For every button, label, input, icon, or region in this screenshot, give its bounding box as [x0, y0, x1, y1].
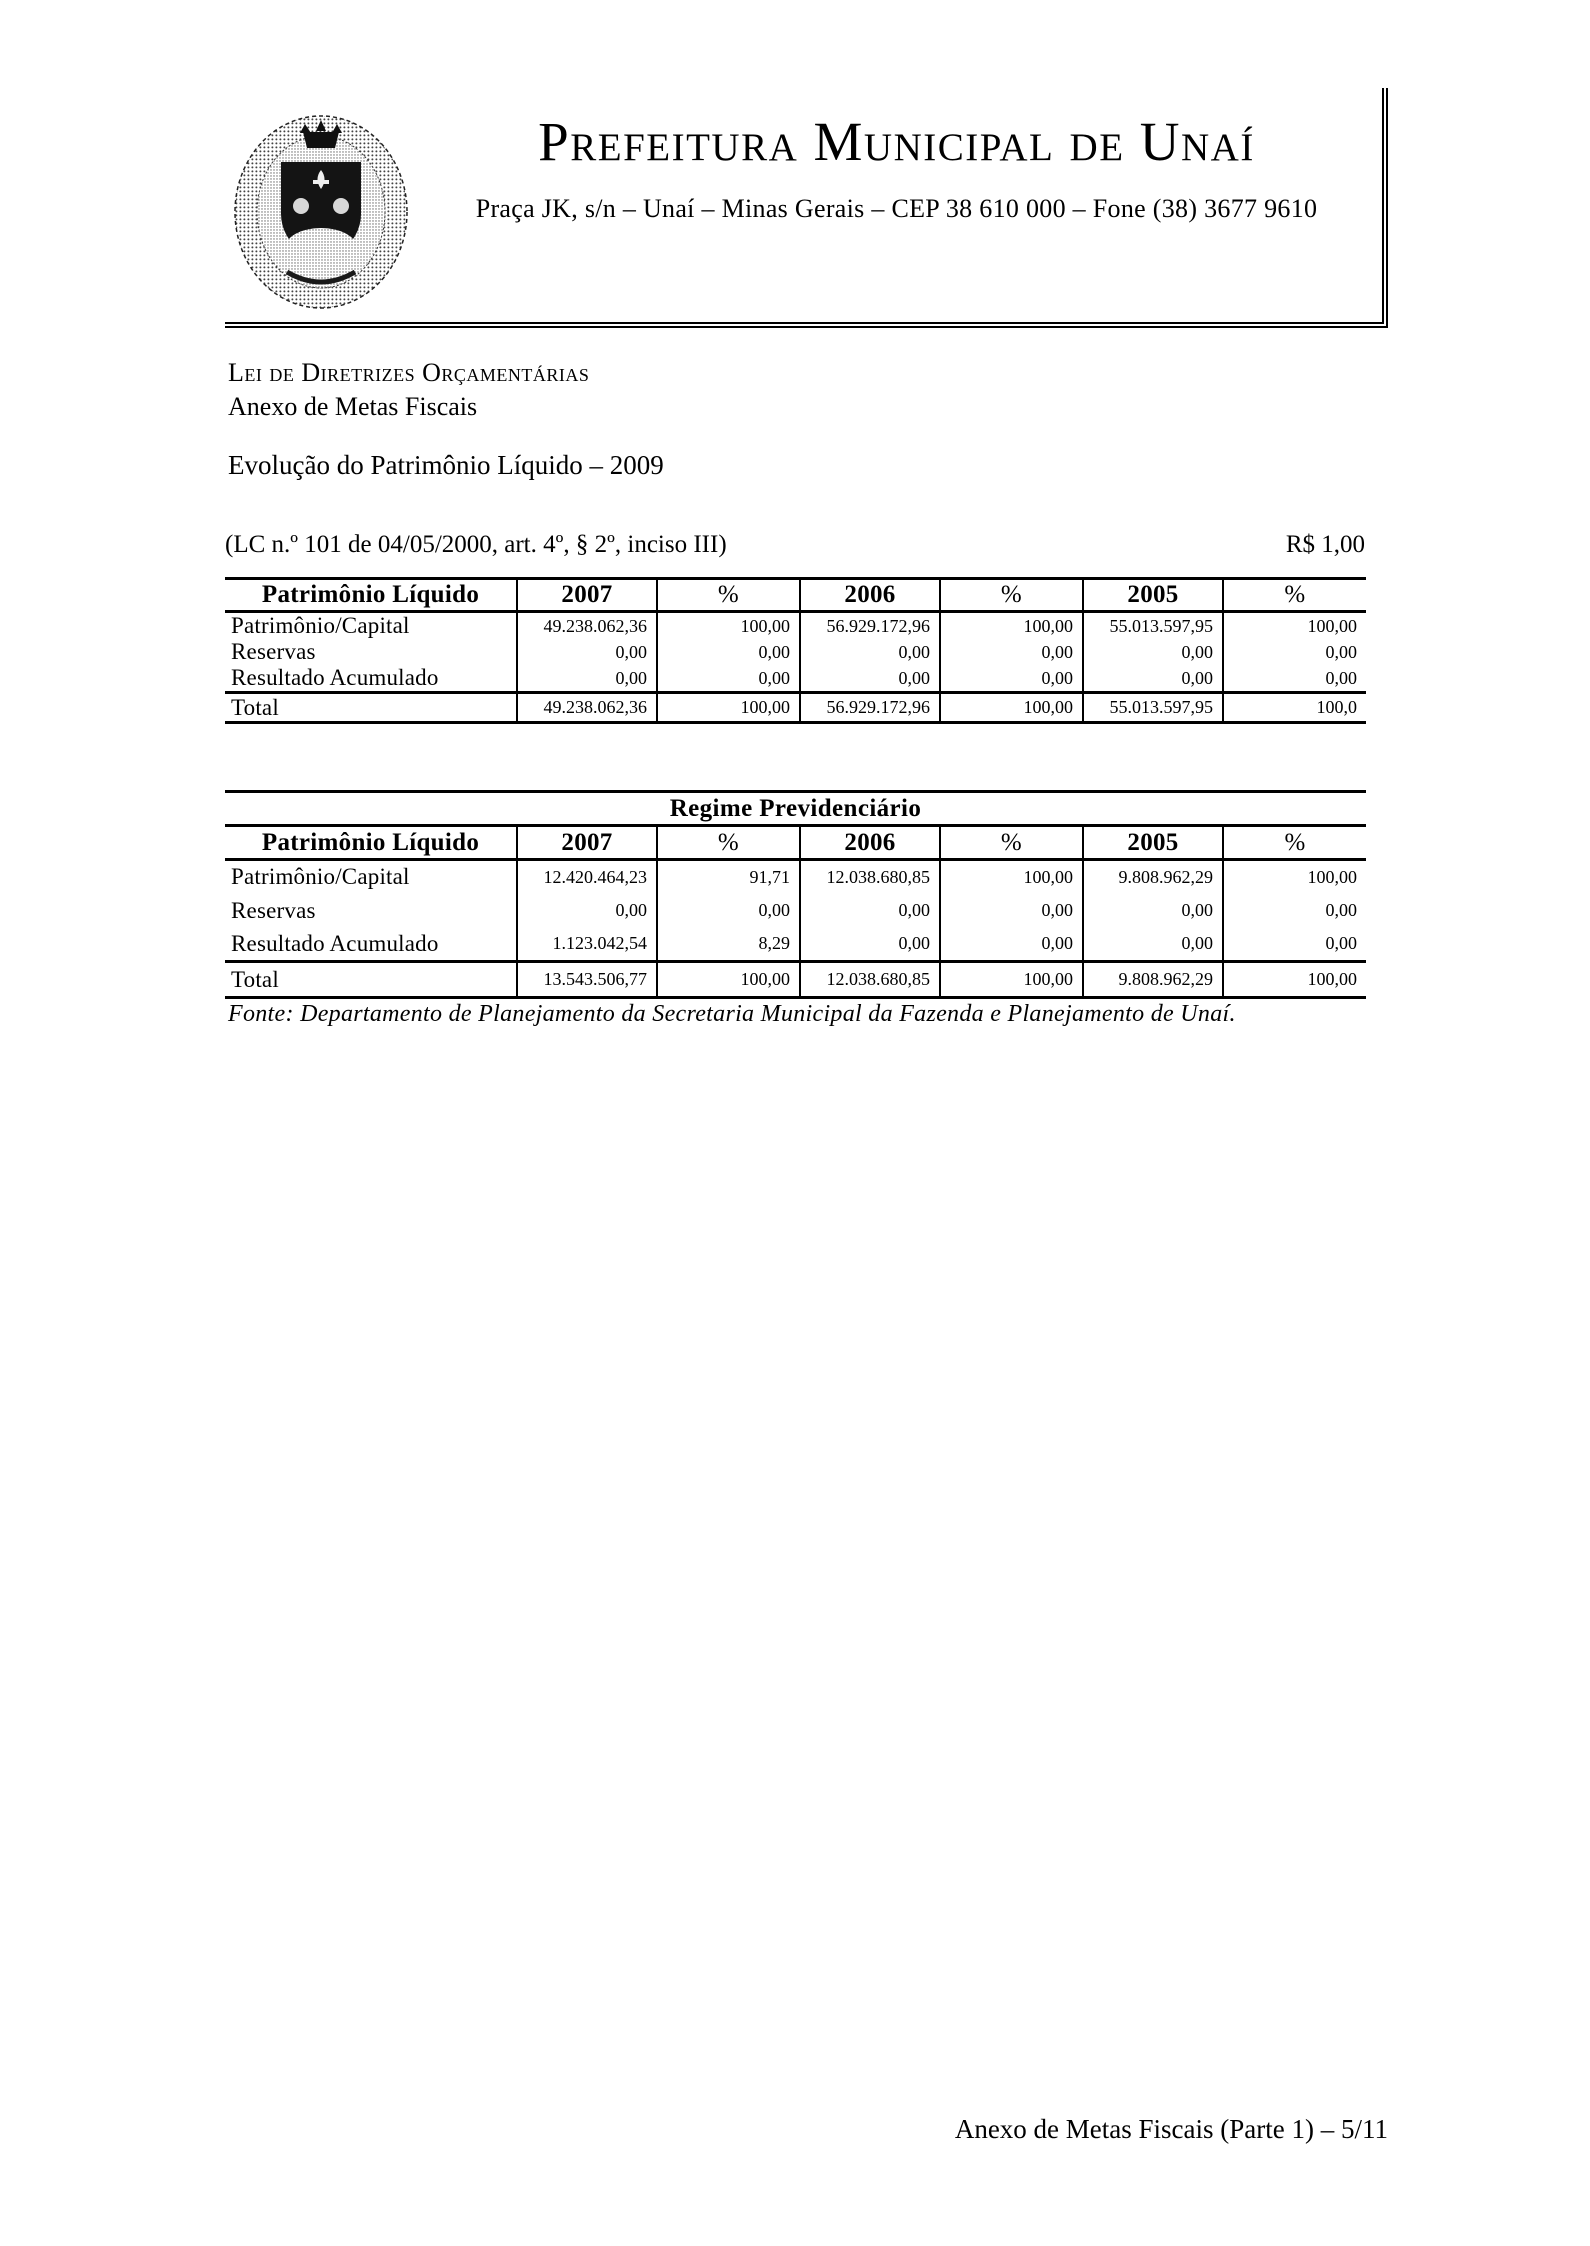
value-cell: 100,00	[657, 962, 800, 998]
source-note: Fonte: Departamento de Planejamento da Secretaria Municipal da Fazenda e Planejamento de Unaí.	[228, 1001, 1236, 1027]
document-law-heading: Lei de Diretrizes Orçamentárias	[228, 358, 590, 387]
value-cell: 0,00	[800, 894, 940, 928]
column-header: %	[657, 579, 800, 612]
value-cell: 49.238.062,36	[517, 693, 657, 723]
value-cell: 0,00	[517, 894, 657, 928]
table-total-row	[225, 962, 1366, 998]
table-row	[225, 928, 1366, 962]
column-header: %	[657, 826, 800, 860]
organization-title: Prefeitura Municipal de Unaí	[538, 111, 1255, 172]
value-cell: 0,00	[1223, 639, 1366, 665]
value-cell: 0,00	[940, 894, 1083, 928]
table-title-row	[225, 792, 1366, 826]
value-cell: 100,0	[1223, 693, 1366, 723]
document-annex-heading: Anexo de Metas Fiscais	[228, 392, 478, 421]
table-row	[225, 612, 1366, 640]
value-cell: 55.013.597,95	[1083, 693, 1223, 723]
value-cell: 91,71	[657, 860, 800, 894]
value-cell: 49.238.062,36	[517, 612, 657, 640]
row-label-cell: Total	[225, 962, 517, 998]
column-header: %	[1223, 579, 1366, 612]
table-total-row	[225, 693, 1366, 723]
column-header: 2007	[517, 826, 657, 860]
value-cell: 56.929.172,96	[800, 693, 940, 723]
column-header: 2005	[1083, 579, 1223, 612]
value-cell: 0,00	[800, 665, 940, 693]
table-row	[225, 860, 1366, 894]
letterhead	[225, 88, 1388, 328]
value-cell: 0,00	[1083, 665, 1223, 693]
value-cell: 100,00	[940, 612, 1083, 640]
column-header: %	[1223, 826, 1366, 860]
value-cell: 100,00	[1223, 612, 1366, 640]
row-label-cell: Total	[225, 693, 517, 723]
currency-unit-note: R$ 1,00	[1285, 531, 1365, 558]
value-cell: 0,00	[940, 665, 1083, 693]
value-cell: 100,00	[1223, 962, 1366, 998]
row-label-cell: Reservas	[231, 897, 316, 923]
column-header: Patrimônio Líquido	[225, 579, 517, 612]
value-cell: 12.038.680,85	[800, 962, 940, 998]
value-cell: 100,00	[657, 612, 800, 640]
table-row	[225, 894, 1366, 928]
value-cell: 0,00	[517, 665, 657, 693]
value-cell: 0,00	[1083, 639, 1223, 665]
column-header: %	[940, 826, 1083, 860]
value-cell: 12.038.680,85	[800, 860, 940, 894]
value-cell: 0,00	[800, 639, 940, 665]
value-cell: 0,00	[800, 928, 940, 962]
value-cell: 9.808.962,29	[1083, 860, 1223, 894]
value-cell: 0,00	[657, 639, 800, 665]
value-cell: 100,00	[1223, 860, 1366, 894]
coat-of-arms-icon	[231, 106, 411, 318]
column-header: 2007	[517, 579, 657, 612]
row-label-cell: Resultado Acumulado	[231, 665, 439, 690]
value-cell: 55.013.597,95	[1083, 612, 1223, 640]
value-cell: 12.420.464,23	[517, 860, 657, 894]
value-cell: 100,00	[940, 860, 1083, 894]
value-cell: 100,00	[657, 693, 800, 723]
document-subject: Evolução do Patrimônio Líquido – 2009	[228, 450, 664, 480]
row-label-cell: Patrimônio/Capital	[231, 613, 410, 638]
table-row	[225, 639, 1366, 665]
value-cell: 0,00	[657, 894, 800, 928]
legal-reference: (LC n.º 101 de 04/05/2000, art. 4º, § 2º, inciso III)	[225, 531, 727, 558]
value-cell: 0,00	[517, 639, 657, 665]
row-label-cell: Reservas	[231, 639, 316, 664]
value-cell: 0,00	[1223, 928, 1366, 962]
column-header: 2006	[800, 826, 940, 860]
legal-reference-row	[225, 531, 1365, 559]
regime-previdenciario-table	[225, 790, 1366, 999]
organization-address: Praça JK, s/n – Unaí – Minas Gerais – CEP 38 610 000 – Fone (38) 3677 9610	[475, 194, 1318, 223]
row-label-cell: Patrimônio/Capital	[231, 864, 410, 890]
column-header: %	[940, 579, 1083, 612]
table-header-row	[225, 826, 1366, 860]
value-cell: 0,00	[940, 639, 1083, 665]
row-label-cell: Resultado Acumulado	[231, 930, 439, 956]
value-cell: 0,00	[940, 928, 1083, 962]
value-cell: 9.808.962,29	[1083, 962, 1223, 998]
table-title: Regime Previdenciário	[225, 792, 1366, 826]
value-cell: 0,00	[1223, 665, 1366, 693]
value-cell: 0,00	[1083, 894, 1223, 928]
value-cell: 0,00	[1223, 894, 1366, 928]
column-header: Patrimônio Líquido	[225, 826, 517, 860]
value-cell: 100,00	[940, 962, 1083, 998]
value-cell: 100,00	[940, 693, 1083, 723]
value-cell: 8,29	[657, 928, 800, 962]
page-footer: Anexo de Metas Fiscais (Parte 1) – 5/11	[954, 2114, 1388, 2144]
value-cell: 13.543.506,77	[517, 962, 657, 998]
column-header: 2006	[800, 579, 940, 612]
value-cell: 1.123.042,54	[517, 928, 657, 962]
value-cell: 56.929.172,96	[800, 612, 940, 640]
value-cell: 0,00	[1083, 928, 1223, 962]
table-header-row	[225, 579, 1366, 612]
column-header: 2005	[1083, 826, 1223, 860]
value-cell: 0,00	[657, 665, 800, 693]
table-row	[225, 665, 1366, 693]
patrimonio-liquido-table	[225, 577, 1366, 724]
